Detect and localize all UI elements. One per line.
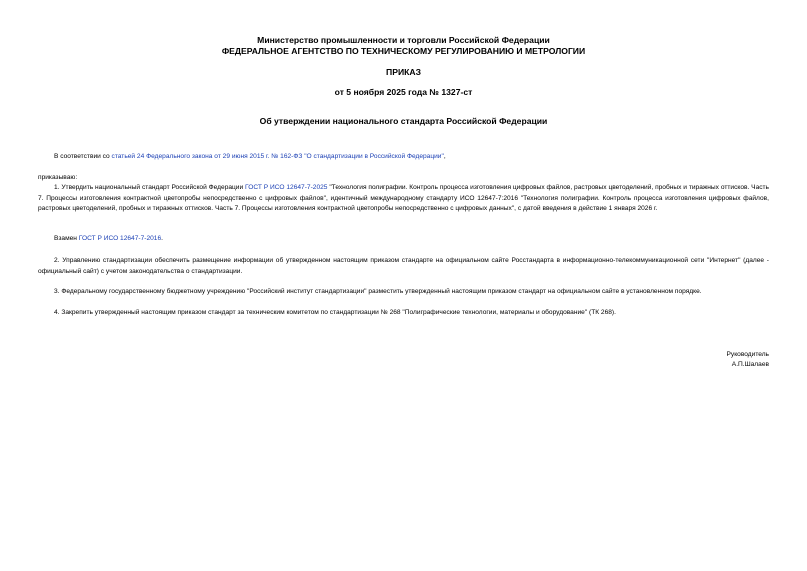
item-1-prefix: 1. Утвердить национальный стандарт Российской Федерации bbox=[54, 184, 246, 191]
intro-suffix: , bbox=[443, 153, 446, 160]
replacement-prefix: Взамен bbox=[54, 235, 79, 242]
standard-link[interactable]: ГОСТ Р ИСО 12647-7-2025 bbox=[245, 184, 328, 191]
item-3-paragraph: 3. Федеральному государственному бюджетному учреждению "Российский институт стандартизации" разместить утвержденный настоящим приказом стандарт на официальном сайте в установленном порядке. bbox=[54, 288, 702, 295]
item-1-paragraph bbox=[38, 183, 769, 215]
law-link[interactable]: статьей 24 Федерального закона от 29 июня 2015 г. № 162-ФЗ "О стандартизации в Российской Федерации" bbox=[111, 153, 444, 160]
signature-name: А.П.Шалаев bbox=[731, 361, 769, 368]
item-2-paragraph: 2. Управлению стандартизации обеспечить размещение информации об утвержденном настоящим приказом стандарте на официальном сайте Росстандарта в информационно-телекоммуникационной сети "Интернет" (далее - официальный сайт) с учетом законодательства о стандартизации. bbox=[38, 257, 769, 275]
intro-prefix: В соответствии со bbox=[54, 153, 112, 160]
replacement-suffix: . bbox=[161, 235, 163, 242]
agency-heading: ФЕДЕРАЛЬНОЕ АГЕНТСТВО ПО ТЕХНИЧЕСКОМУ РЕГУЛИРОВАНИЮ И МЕТРОЛОГИИ bbox=[221, 46, 586, 56]
order-title: ПРИКАЗ bbox=[386, 67, 421, 77]
decree-word: приказываю: bbox=[38, 174, 78, 181]
signature-role: Руководитель bbox=[726, 351, 769, 358]
order-date-number: от 5 ноября 2025 года № 1327-ст bbox=[334, 87, 473, 97]
item-1-text: "Технология полиграфии. Контроль процесса изготовления цифровых файлов, растровых цветоделений, пробных и тиражных оттисков. Часть 7. Процессы изготовления контрактной цветопробы непосредственно с цифровых файлов", идентичный международному стандарту ИСО 12647-7:2016 "Технология полиграфии. Контроль процесса изготовления цифровых файлов, растровых цветоделений, пробных и тиражных оттисков. Часть 7. Процессы изготовления контрактной цветопробы непосредственно с цифровых данных", с датой введения в действие 1 января 2026 г. bbox=[38, 184, 769, 212]
item-4-paragraph: 4. Закрепить утвержденный настоящим приказом стандарт за техническим комитетом по стандартизации № 268 "Полиграфические технологии, материалы и оборудование" (ТК 268). bbox=[54, 309, 616, 316]
ministry-heading: Министерство промышленности и торговли Российской Федерации bbox=[257, 35, 550, 45]
replacement-paragraph bbox=[38, 234, 769, 245]
old-standard-link[interactable]: ГОСТ Р ИСО 12647-7-2016 bbox=[78, 235, 162, 242]
order-subject: Об утверждении национального стандарта Российской Федерации bbox=[259, 116, 548, 126]
document-page bbox=[38, 0, 769, 571]
intro-paragraph bbox=[38, 152, 769, 163]
